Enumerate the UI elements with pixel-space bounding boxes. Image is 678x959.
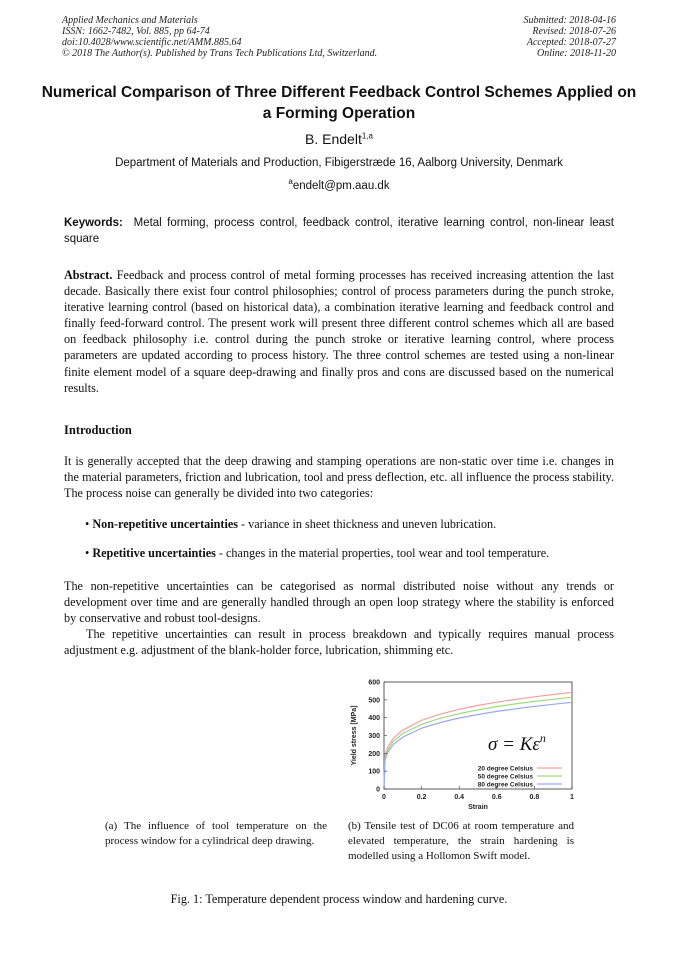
- submitted-date: Submitted: 2018-04-16: [523, 15, 616, 26]
- keywords-text: Metal forming, process control, feedback control, iterative learning control, non-linear least square: [64, 217, 615, 245]
- bullet-text: - variance in sheet thickness and uneven lubrication.: [237, 517, 497, 531]
- email-sup: a: [288, 177, 293, 186]
- journal-name: Applied Mechanics and Materials: [62, 15, 198, 26]
- caption-a: (a) The influence of tool temperature on the process window for a cylindrical deep drawing.: [105, 820, 327, 847]
- y-tick-label: 200: [368, 750, 380, 758]
- yield-stress-chart: [340, 674, 580, 814]
- x-tick-label: 0.8: [529, 794, 540, 801]
- accepted-date: Accepted: 2018-07-27: [526, 37, 616, 48]
- x-tick-label: 1: [570, 794, 574, 801]
- bullet-bold: Non-repetitive uncertainties: [92, 517, 238, 531]
- y-tick-label: 0: [376, 786, 380, 794]
- keywords: [64, 215, 614, 247]
- author-sup: 1,a: [361, 131, 373, 141]
- paragraph-3: The repetitive uncertainties can result in process breakdown and typically requires manual process adjustment e.g. adjustment of the blank-holder force, lubrication, shimming etc.: [64, 627, 614, 658]
- y-tick-label: 600: [368, 679, 380, 687]
- x-tick-label: 0.4: [454, 794, 465, 801]
- paper-title: Numerical Comparison of Three Different Feedback Control Schemes Applied on a Forming Operation: [41, 84, 637, 122]
- bullet-item: • Repetitive uncertainties - changes in the material properties, tool wear and tool temperature.: [85, 546, 550, 560]
- dates-info: [524, 15, 617, 59]
- x-tick-label: 0: [382, 794, 386, 801]
- x-tick-label: 0.6: [491, 794, 502, 801]
- equation-annotation: $\sigma = K\varepsilon^n$: [488, 731, 546, 755]
- online-date: Online: 2018-11-20: [537, 48, 616, 59]
- affiliation: Department of Materials and Production, Fibigerstræde 16, Aalborg University, Denmark: [115, 157, 563, 169]
- author: [0, 131, 678, 147]
- abstract: [64, 267, 614, 396]
- author-name: B. Endelt: [305, 131, 362, 147]
- abstract-text: Feedback and process control of metal forming processes has received increasing attention the last decade. Basically there exist four control philosophies; control of process parameters during the punch stroke, iterative learning control (based on historical data), a combination iterative learning and feedback control and finally feed-forward control. The present work will present three different control schemes which all are based on feedback philosophy i.e. control during the punch stroke or iterative learning control, where process parameters are updated according to process history. The three control schemes are tested using a non-linear finite element model of a square deep-drawing and finally pros and cons are discussed based on the numerical results.: [64, 268, 614, 395]
- legend-label: 20 degree Celsius: [477, 765, 533, 773]
- chart-legend: [478, 766, 562, 789]
- bullet-text: - changes in the material properties, tool wear and tool temperature.: [215, 546, 550, 560]
- y-tick-label: 100: [368, 768, 380, 776]
- copyright-line: © 2018 The Author(s). Published by Trans Tech Publications Ltd, Switzerland.: [62, 48, 378, 59]
- y-tick-label: 300: [368, 733, 380, 740]
- y-axis-label: Yield stress [MPa]: [351, 705, 358, 766]
- legend-label: 80 degree Celsius: [477, 781, 533, 789]
- figure-caption: Fig. 1: Temperature dependent process window and hardening curve.: [170, 892, 508, 906]
- bullet-bold: Repetitive uncertainties: [92, 546, 216, 560]
- y-tick-label: 400: [368, 715, 380, 723]
- legend-label: 50 degree Celsius: [477, 773, 533, 781]
- email-line: [0, 177, 678, 192]
- paragraph-2: The non-repetitive uncertainties can be categorised as normal distributed noise without any trends or development over time and are generally handled through an open loop strategy where the stability is enforced by conservative and robust tool-designs.: [64, 579, 614, 626]
- email-address[interactable]: endelt@pm.aau.dk: [292, 179, 390, 192]
- x-axis-label: Strain: [468, 804, 488, 811]
- paragraph-1: It is generally accepted that the deep drawing and stamping operations are non-static over time i.e. changes in the material parameters, friction and lubrication, tool and press deflection, etc. all influence the process stability. The process noise can generally be divided into two categories:: [64, 454, 614, 501]
- keywords-label: Keywords:: [64, 217, 123, 229]
- section-heading: Introduction: [64, 423, 132, 437]
- caption-b: (b) Tensile test of DC06 at room temperature and elevated temperature, the strain hardening is modelled using a Hollomon Swift model.: [348, 820, 574, 862]
- doi-line: doi:10.4028/www.scientific.net/AMM.885.64: [62, 37, 242, 48]
- bullet-item: • Non-repetitive uncertainties - variance in sheet thickness and uneven lubrication.: [85, 517, 497, 531]
- x-tick-label: 0.2: [416, 794, 427, 801]
- y-tick-label: 500: [368, 697, 380, 705]
- issn-line: ISSN: 1662-7482, Vol. 885, pp 64-74: [62, 26, 210, 37]
- abstract-label: Abstract.: [64, 268, 113, 282]
- revised-date: Revised: 2018-07-26: [532, 26, 616, 37]
- journal-info: [62, 15, 377, 59]
